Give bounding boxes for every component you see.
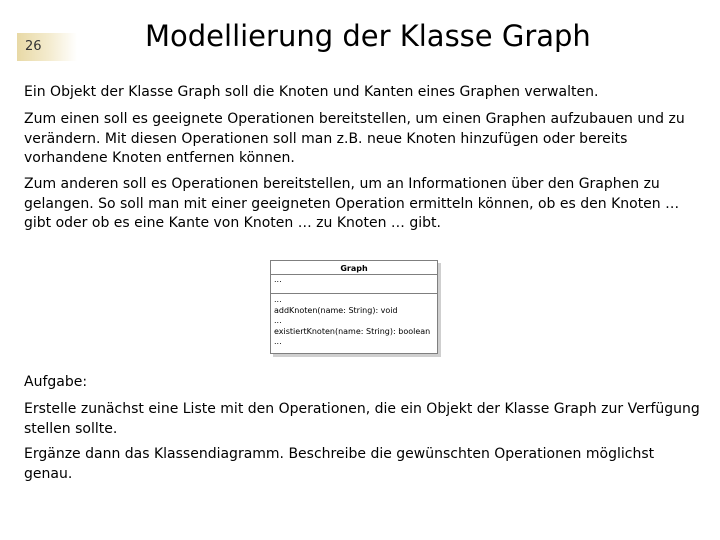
uml-operation: ... (274, 337, 282, 346)
paragraph-task-list: Erstelle zunächst eine Liste mit den Operationen, die ein Objekt der Klasse Graph zur Verfügung stellen sollte. (24, 401, 700, 437)
slide-title: Modellierung der Klasse Graph (145, 19, 591, 53)
uml-operation: ... (274, 295, 282, 304)
slide-number: 26 (25, 39, 42, 54)
paragraph-task-diagram: Ergänze dann das Klassendiagramm. Beschreibe die gewünschten Operationen möglichst genau. (24, 446, 655, 482)
task-label: Aufgabe: (24, 374, 88, 390)
paragraph-intro: Ein Objekt der Klasse Graph soll die Knoten und Kanten eines Graphen verwalten. (24, 84, 599, 100)
paragraph-query-operations: Zum anderen soll es Operationen bereitstellen, um an Informationen über den Graphen zu gelangen. So soll man mit einer geeigneten Operation ermitteln können, ob es den Knoten … gibt oder ob es eine Kante von Knoten … zu Knoten … gibt. (24, 176, 680, 231)
paragraph-modify-operations: Zum einen soll es geeignete Operationen bereitstellen, um einen Graphen aufzubauen und zu verändern. Mit diesen Operationen soll man z.B. neue Knoten hinzufügen oder bereits vorhandene Knoten entfernen können. (24, 111, 685, 166)
uml-attributes: ... (271, 275, 437, 294)
uml-operation: addKnoten(name: String): void (274, 305, 398, 315)
uml-operations (271, 294, 437, 348)
uml-operation: existiertKnoten(name: String): boolean (274, 326, 431, 336)
uml-class-diagram (270, 260, 438, 354)
uml-operation: ... (274, 316, 282, 325)
uml-class-name: Graph (271, 261, 437, 275)
slide-number-badge (17, 33, 77, 61)
